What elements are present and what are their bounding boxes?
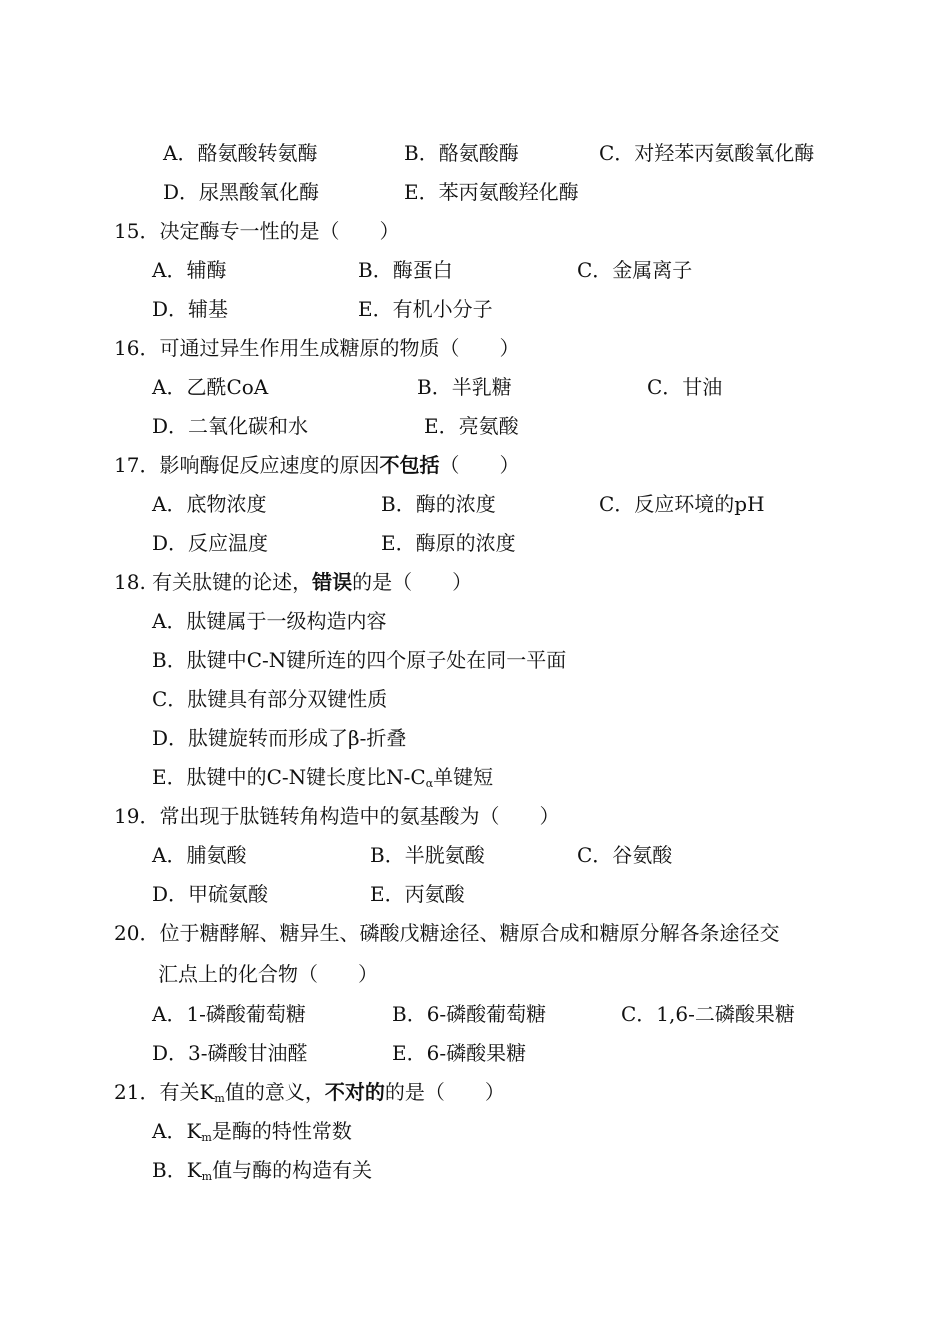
q15-option-b: B．酶蛋白 bbox=[358, 258, 453, 282]
q18-option-a: A．肽键属于一级构造内容 bbox=[152, 609, 387, 633]
q15-option-e: E．有机小分子 bbox=[358, 297, 493, 321]
q14-option-d: D．尿黑酸氧化酶 bbox=[163, 180, 320, 204]
q19-stem: 19．常出现于肽链转角构造中的氨基酸为（ ） bbox=[114, 804, 560, 828]
q17-option-a: A．底物浓度 bbox=[152, 492, 267, 516]
q20-option-c: C．1,6-二磷酸果糖 bbox=[621, 1002, 795, 1026]
q18-stem: 18. 有关肽键的论述，错误的是（ ） bbox=[114, 570, 473, 594]
q14-option-c: C．对羟苯丙氨酸氧化酶 bbox=[599, 141, 815, 165]
q21-option-b: B．$K_m$值与酶的构造有关 bbox=[152, 1158, 373, 1183]
q20-stem-line2: 汇点上的化合物（ ） bbox=[158, 962, 378, 986]
q20-option-e: E．6-磷酸果糖 bbox=[392, 1041, 527, 1065]
q20-option-d: D．3-磷酸甘油醛 bbox=[152, 1041, 308, 1065]
q16-option-d: D．二氧化碳和水 bbox=[152, 414, 309, 438]
q14-option-e: E．苯丙氨酸羟化酶 bbox=[404, 180, 579, 204]
q16-option-a: A．乙酰CoA bbox=[152, 375, 269, 399]
q18-option-b: B．肽键中C-N键所连的四个原子处在同一平面 bbox=[152, 648, 567, 672]
q19-option-e: E．丙氨酸 bbox=[370, 882, 465, 906]
q21-option-a: A．$K_m$是酶的特性常数 bbox=[152, 1119, 352, 1144]
q17-option-b: B．酶的浓度 bbox=[381, 492, 496, 516]
q19-option-b: B．半胱氨酸 bbox=[370, 843, 485, 867]
q21-stem: 21．有关$K_m$值的意义，不对的的是（ ） bbox=[114, 1080, 505, 1105]
q17-option-d: D．反应温度 bbox=[152, 531, 269, 555]
q15-option-d: D．辅基 bbox=[152, 297, 229, 321]
q18-option-d: D．肽键旋转而形成了β-折叠 bbox=[152, 726, 407, 750]
q19-option-d: D．甲硫氨酸 bbox=[152, 882, 269, 906]
q15-option-c: C．金属离子 bbox=[577, 258, 693, 282]
q14-option-b: B．酪氨酸酶 bbox=[404, 141, 519, 165]
q17-stem: 17．影响酶促反应速度的原因不包括（ ） bbox=[114, 453, 520, 477]
q20-stem-line1: 20．位于糖酵解、糖异生、磷酸戊糖途径、糖原合成和糖原分解各条途径交 bbox=[114, 921, 780, 945]
q19-option-c: C．谷氨酸 bbox=[577, 843, 673, 867]
q18-option-c: C．肽键具有部分双键性质 bbox=[152, 687, 388, 711]
q15-stem: 15．决定酶专一性的是（ ） bbox=[114, 219, 400, 243]
q15-option-a: A．辅酶 bbox=[152, 258, 227, 282]
q20-option-a: A．1-磷酸葡萄糖 bbox=[152, 1002, 306, 1026]
q16-option-b: B．半乳糖 bbox=[417, 375, 512, 399]
q18-emphasis: 错误 bbox=[312, 570, 353, 594]
q17-option-e: E．酶原的浓度 bbox=[381, 531, 516, 555]
q17-option-c: C．反应环境的pH bbox=[599, 492, 765, 516]
q16-option-e: E．亮氨酸 bbox=[424, 414, 519, 438]
q18-option-e: E．肽键中的C-N键长度比$N-C_\alpha$单键短 bbox=[152, 765, 494, 790]
q16-stem: 16．可通过异生作用生成糖原的物质（ ） bbox=[114, 336, 520, 360]
q19-option-a: A．脯氨酸 bbox=[152, 843, 247, 867]
q17-emphasis: 不包括 bbox=[379, 453, 440, 477]
q16-option-c: C．甘油 bbox=[647, 375, 723, 399]
q21-emphasis: 不对的 bbox=[324, 1080, 385, 1104]
q20-option-b: B．6-磷酸葡萄糖 bbox=[392, 1002, 547, 1026]
q14-option-a: A．酪氨酸转氨酶 bbox=[163, 141, 318, 165]
